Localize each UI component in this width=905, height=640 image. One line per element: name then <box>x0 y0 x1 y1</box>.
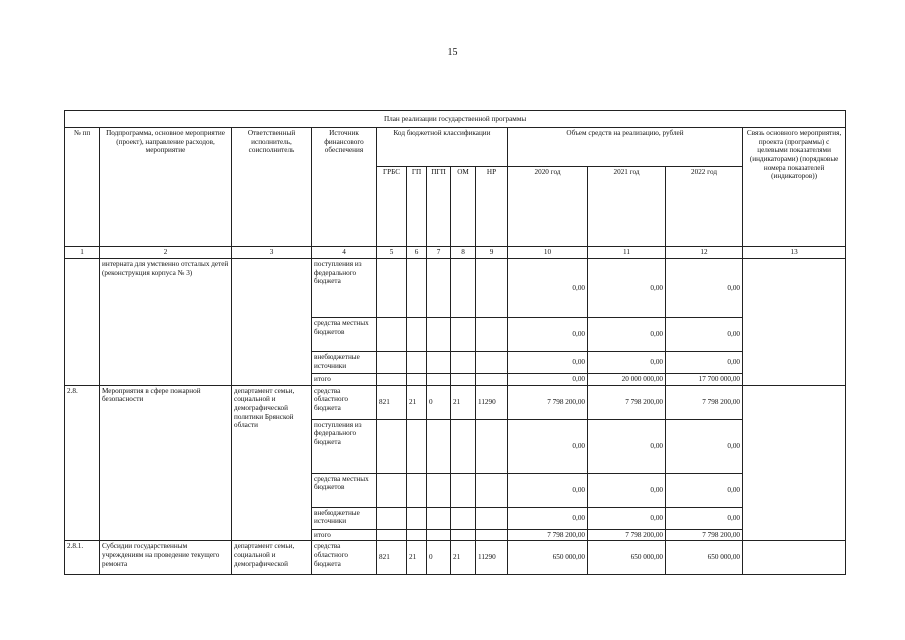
code-om: 21 <box>451 385 476 419</box>
funding-source: внебюджетные источники <box>312 507 377 529</box>
column-number-row <box>65 247 846 259</box>
col-number: 7 <box>427 247 451 259</box>
amount-2022: 0,00 <box>666 507 743 529</box>
code-nr: 11290 <box>476 385 508 419</box>
indicators <box>743 385 846 541</box>
header-volume: Объем средств на реализацию, рублей <box>508 128 743 167</box>
row-num: 2.8. <box>65 385 100 541</box>
col-number: 13 <box>743 247 846 259</box>
total-2020: 0,00 <box>508 374 588 386</box>
col-number: 9 <box>476 247 508 259</box>
header-om: ОМ <box>451 167 476 247</box>
indicators <box>743 541 846 575</box>
executor: департамент семьи, социальной и демографической политики Брянской области <box>232 385 312 541</box>
funding-source: средства областного бюджета <box>312 541 377 575</box>
header-executor: Ответственный исполнитель, соисполнитель <box>232 128 312 247</box>
activity-name: Субсидии государственным учреждениям на проведение текущего ремонта <box>100 541 232 575</box>
header-nr: НР <box>476 167 508 247</box>
code-grbs: 821 <box>377 385 407 419</box>
code-nr: 11290 <box>476 541 508 575</box>
table-title: План реализации государственной программы <box>65 111 846 128</box>
header-2020: 2020 год <box>508 167 588 247</box>
header-2021: 2021 год <box>588 167 666 247</box>
col-number: 2 <box>100 247 232 259</box>
total-2020: 7 798 200,00 <box>508 529 588 541</box>
amount-2020: 0,00 <box>508 318 588 352</box>
code-gp: 21 <box>407 541 427 575</box>
amount-2020: 0,00 <box>508 507 588 529</box>
col-number: 11 <box>588 247 666 259</box>
amount-2020: 0,00 <box>508 419 588 473</box>
table-row <box>65 259 846 318</box>
executor <box>232 259 312 386</box>
funding-source: поступления из федерального бюджета <box>312 259 377 318</box>
amount-2022: 0,00 <box>666 318 743 352</box>
amount-2022: 0,00 <box>666 473 743 507</box>
header-activity: Подпрограмма, основное мероприятие (проект), направление расходов, мероприятие <box>100 128 232 247</box>
table-row <box>65 385 846 419</box>
indicators <box>743 259 846 386</box>
funding-source: средства местных бюджетов <box>312 318 377 352</box>
activity-name: интерната для умственно отсталых детей (реконструкция корпуса № 3) <box>100 259 232 386</box>
amount-2021: 0,00 <box>588 318 666 352</box>
header-indicators: Связь основного мероприятия, проекта (программы) с целевыми показателями (индикаторами) (порядковые номера показателей (индикаторов)) <box>743 128 846 247</box>
header-source: Источник финансового обеспечения <box>312 128 377 247</box>
col-number: 8 <box>451 247 476 259</box>
col-number: 6 <box>407 247 427 259</box>
code-gp: 21 <box>407 385 427 419</box>
amount-2021: 0,00 <box>588 259 666 318</box>
col-number: 12 <box>666 247 743 259</box>
total-2022: 17 700 000,00 <box>666 374 743 386</box>
code-pgp: 0 <box>427 385 451 419</box>
amount-2021: 0,00 <box>588 419 666 473</box>
amount-2021: 0,00 <box>588 473 666 507</box>
funding-source: внебюджетные источники <box>312 352 377 374</box>
amount-2022: 650 000,00 <box>666 541 743 575</box>
table-row <box>65 541 846 575</box>
total-2022: 7 798 200,00 <box>666 529 743 541</box>
header-gp: ГП <box>407 167 427 247</box>
col-number: 1 <box>65 247 100 259</box>
header-num: № пп <box>65 128 100 247</box>
amount-2022: 0,00 <box>666 419 743 473</box>
amount-2020: 0,00 <box>508 352 588 374</box>
code-grbs: 821 <box>377 541 407 575</box>
amount-2021: 0,00 <box>588 352 666 374</box>
col-number: 4 <box>312 247 377 259</box>
amount-2020: 0,00 <box>508 259 588 318</box>
amount-2022: 0,00 <box>666 259 743 318</box>
amount-2021: 7 798 200,00 <box>588 385 666 419</box>
amount-2020: 7 798 200,00 <box>508 385 588 419</box>
code-om: 21 <box>451 541 476 575</box>
header-grbs: ГРБС <box>377 167 407 247</box>
page-number: 15 <box>447 47 458 58</box>
activity-name: Мероприятия в сфере пожарной безопасности <box>100 385 232 541</box>
title-row <box>65 111 846 128</box>
code-pgp: 0 <box>427 541 451 575</box>
header-row-1 <box>65 128 846 167</box>
program-plan-table <box>64 110 846 575</box>
header-pgp: ПГП <box>427 167 451 247</box>
amount-2022: 7 798 200,00 <box>666 385 743 419</box>
row-num <box>65 259 100 386</box>
funding-source: поступления из федерального бюджета <box>312 419 377 473</box>
executor: департамент семьи, социальной и демографической <box>232 541 312 575</box>
row-num: 2.8.1. <box>65 541 100 575</box>
col-number: 10 <box>508 247 588 259</box>
amount-2021: 0,00 <box>588 507 666 529</box>
total-2021: 20 000 000,00 <box>588 374 666 386</box>
header-budget-code: Код бюджетной классификации <box>377 128 508 167</box>
col-number: 3 <box>232 247 312 259</box>
amount-2021: 650 000,00 <box>588 541 666 575</box>
amount-2020: 650 000,00 <box>508 541 588 575</box>
funding-source: средства областного бюджета <box>312 385 377 419</box>
col-number: 5 <box>377 247 407 259</box>
funding-source-total: итого <box>312 374 377 386</box>
amount-2020: 0,00 <box>508 473 588 507</box>
total-2021: 7 798 200,00 <box>588 529 666 541</box>
header-2022: 2022 год <box>666 167 743 247</box>
funding-source-total: итого <box>312 529 377 541</box>
amount-2022: 0,00 <box>666 352 743 374</box>
funding-source: средства местных бюджетов <box>312 473 377 507</box>
